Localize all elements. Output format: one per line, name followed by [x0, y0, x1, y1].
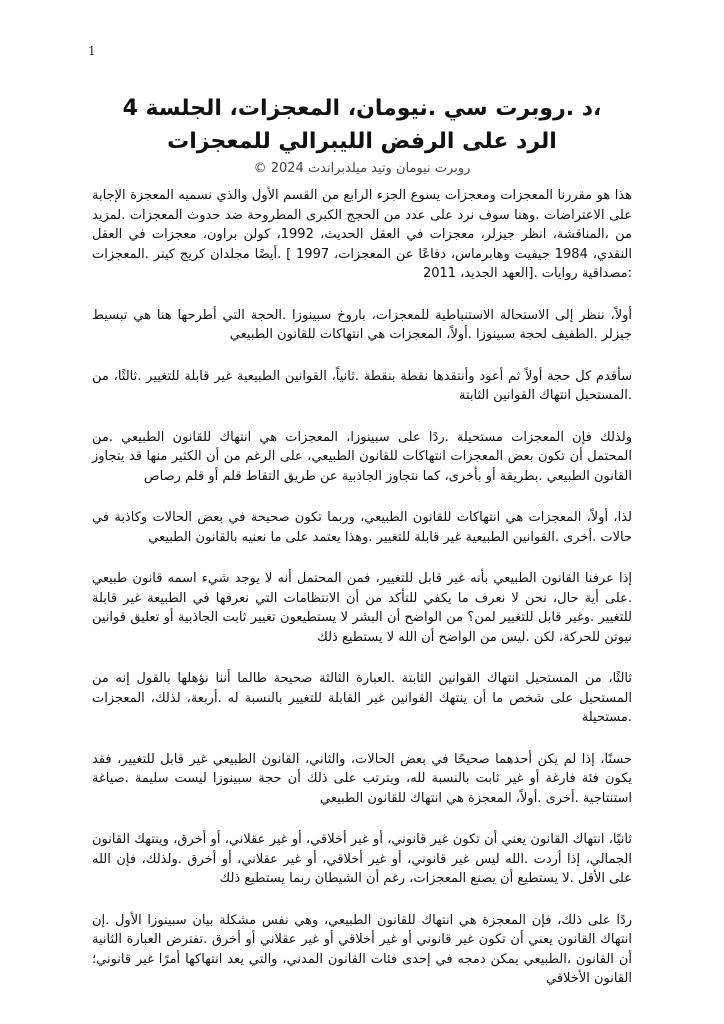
paragraph: ثانيًا، انتهاك القانون يعني أن تكون غير قانوني، أو غير أخلاقي، أو غير عقلاني، أو أخرق، وينتهك القانون الجمالي، إذا أردت .الله ليس غير قانوني، أو غير أخلاقي، أو غير عقلاني، أو أخرق .ولذلك، فإن الله على الأقل .لا يستطيع أن يصنع المعجزات، رغم أن الشيطان ربما يستطيع ذلك [92, 832, 632, 886]
paragraph: ردًا على ذلك، فإن المعجزة هي انتهاك للقانون الطبيعي، وهي نفس مشكلة بيان سبينوزا الأول .إن انتهاك القانون يعني أن تكون غير قانوني أو غير أخلاقي أو غير عقلاني أو أخرق .تفترض العبارة الثانية أن القانون ،الطبيعي يمكن دمجه في إحدى فئات القانون المدني، والتي يعد انتهاكها أمرًا غير قانوني؛ القانون الأخلاقي [92, 912, 632, 986]
paragraph: لذا، أولاً، المعجزات هي انتهاكات للقانون الطبيعي، وربما تكون صحيحة في بعض الحالات وكاذبة في حالات .أخرى .القوانين الطبيعية غير قابلة للتغيير .وهذا يعتمد على ما نعنيه بالقانون الطبيعي [92, 510, 632, 545]
title-line-1: ،د .روبرت سي .نيومان، المعجزات، الجلسة 4 [122, 96, 602, 121]
paragraph: هذا هو مقررنا المعجزات ومعجزات يسوع الجزء الرابع من القسم الأول والذي نسميه المعجزة الإجابة على الاعتراضات .وهنا سوف نرد على عدد من الحجج الكبرى المطروحة ضد حدوث المعجزات .لمزيد من ،المناقشة، انظر جيزلر، معجزات في العقل الحديث، 1992، كولن براون، معجزات في العقل النقدي، 1984 جيفيت وهابرماس، دفاعًا عن المعجزات، 1997 ] .أيضًا مجلدان كريج كينر .المعجزات :مصداقية روايات .[العهد الجديد، 2011 [92, 188, 632, 281]
paragraph: إذا عرفنا القانون الطبيعي بأنه غير قابل للتغيير، فمن المحتمل أنه لا يوجد شيء اسمه قانون طبيعي .على أية حال، نحن لا نعرف ما يكفي للتأكد من أن الانتظامات التي نعرفها في الطبيعة غير قابلة للتغيير .وغير قابل للتغيير لمن؟ من الواضح أن البشر لا يستطيعون تغيير ثابت الجاذبية أو تعليق قوانين نيوتن للحركة، لكن .ليس من الواضح أن الله لا يستطيع ذلك [92, 571, 632, 645]
paragraph: ولذلك فإن المعجزات مستحيلة .ردًا على سبينوزا، المعجزات هي انتهاك للقانون الطبيعي .من المحتمل أن تكون بعض المعجزات انتهاكات للقانون الطبيعي، على الرغم من أن الكثير منها قد يتجاوز القانون الطبيعي .بطريقة أو بأخرى، كما نتجاوز الجاذبية عن طريق التقاط قلم أو قلم رصاص [92, 429, 632, 484]
paragraph: ثالثًا، من المستحيل انتهاك القوانين الثابتة .العبارة الثالثة صحيحة طالما أننا نؤهلها بالقول إنه من المستحيل على شخص ما أن ينتهك القوانين غير القابلة للتغيير بالنسبة له .أربعة، لذلك، المعجزات .مستحيلة [92, 671, 632, 725]
paragraph: حسنًا، إذا لم يكن أحدهما صحيحًا في بعض الحالات، والثاني، القانون الطبيعي غير قابل للتغيير، فقد يكون فئة فارغة أو غير ثابت بالنسبة لله، ويترتب على ذلك أن حجة سبينوزا ليست سليمة .صياغة استنتاجية .أخرى .أولاً، المعجزة هي انتهاك للقانون الطبيعي [92, 751, 632, 806]
title-line-2: الرد على الرفض الليبرالي للمعجزات [167, 129, 557, 154]
document-body [92, 186, 632, 1011]
copyright-line: روبرت نيومان وتيد ميلدبراندت 2024 © [253, 161, 471, 176]
paragraph: أولاً، ننظر إلى الاستحالة الاستنباطية للمعجزات، باروخ سبينوزا .الحجة التي أطرحها هنا هي تبسيط جيزلر .الطفيف لحجة سبينوزا .أولاً، المعجزات هي انتهاكات للقانون الطبيعي [92, 307, 632, 342]
document-header [96, 92, 628, 178]
paragraph: سأقدم كل حجة أولاً ثم أعود وأنتقدها نقطة بنقطة .ثانياً، القوانين الطبيعية غير قابلة للتغيير .ثالثًا، من .المستحيل انتهاك القوانين الثابتة [92, 368, 632, 403]
page-number: 1 [88, 44, 96, 58]
